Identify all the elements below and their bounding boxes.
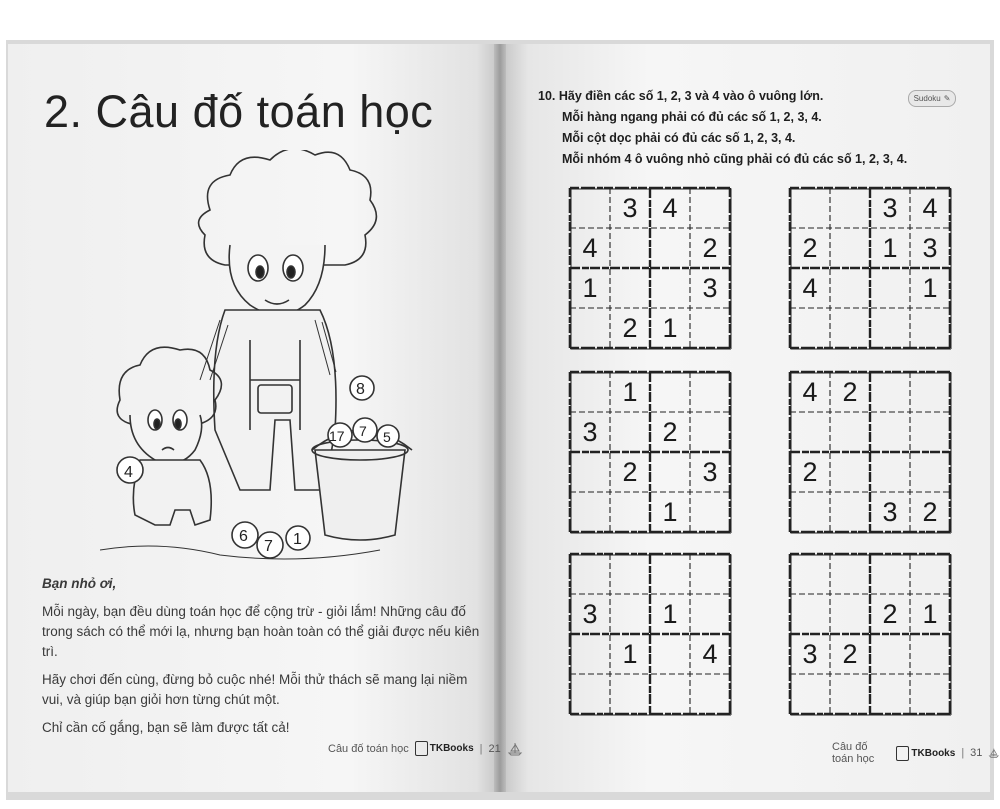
sudoku-cell[interactable] [870, 412, 910, 452]
instruction-line: Mỗi hàng ngang phải có đủ các số 1, 2, 3, 4. [562, 110, 822, 124]
sudoku-cell[interactable] [830, 554, 870, 594]
sudoku-grid [790, 372, 950, 532]
sudoku-cell[interactable] [570, 492, 610, 532]
sudoku-cell[interactable] [570, 452, 610, 492]
small-sheep-face [130, 415, 202, 463]
sudoku-cell[interactable] [570, 308, 610, 348]
sheep-illustration [100, 150, 430, 570]
ship-icon [507, 742, 523, 756]
sudoku-cell[interactable]: 4 [702, 638, 718, 669]
left-footer [328, 741, 523, 756]
sudoku-grid [570, 554, 730, 714]
sudoku-cell[interactable] [830, 492, 870, 532]
sudoku-cell[interactable]: 3 [802, 638, 818, 669]
sudoku-cell[interactable] [830, 308, 870, 348]
sudoku-cell[interactable]: 3 [882, 496, 898, 527]
apple-number: 7 [359, 423, 367, 439]
sudoku-cell[interactable]: 2 [802, 456, 818, 487]
sudoku-cell[interactable] [870, 634, 910, 674]
sudoku-cell[interactable]: 2 [622, 312, 638, 343]
footer-section: Câu đố toán học [328, 742, 409, 755]
sudoku-cell[interactable] [870, 372, 910, 412]
sudoku-cell[interactable]: 3 [922, 232, 938, 263]
sudoku-cell[interactable]: 1 [622, 638, 638, 669]
brand-logo: TKBooks [896, 746, 955, 761]
sudoku-cell[interactable]: 2 [842, 638, 858, 669]
sudoku-cell[interactable]: 1 [882, 232, 898, 263]
sudoku-cell[interactable] [610, 412, 650, 452]
sudoku-cell[interactable] [610, 228, 650, 268]
small-sheep-wool [117, 347, 221, 425]
sudoku-cell[interactable] [690, 594, 730, 634]
sudoku-cell[interactable] [910, 674, 950, 714]
sudoku-cell[interactable] [830, 594, 870, 634]
sudoku-cell[interactable]: 2 [662, 416, 678, 447]
sudoku-cell[interactable] [870, 674, 910, 714]
apple-number: 8 [356, 381, 365, 398]
sudoku-cell[interactable]: 2 [702, 232, 718, 263]
instruction-line: 10. Hãy điền các số 1, 2, 3 và 4 vào ô vuông lớn. [538, 89, 824, 103]
sudoku-cell[interactable] [650, 674, 690, 714]
sudoku-cell[interactable] [790, 554, 830, 594]
sudoku-cell[interactable] [910, 412, 950, 452]
page-title: 2. Câu đố toán học [44, 86, 434, 137]
sudoku-cell[interactable] [910, 634, 950, 674]
letter-greeting: Bạn nhỏ ơi, [42, 576, 117, 591]
sudoku-cell[interactable] [650, 372, 690, 412]
sudoku-cell[interactable] [610, 268, 650, 308]
sudoku-cell[interactable] [690, 188, 730, 228]
apple-number: 5 [383, 429, 391, 445]
sudoku-cell[interactable] [910, 554, 950, 594]
sudoku-cell[interactable]: 3 [702, 272, 718, 303]
sudoku-cell[interactable] [910, 372, 950, 412]
sudoku-cell[interactable] [650, 554, 690, 594]
puzzle-icon: ✎ [943, 94, 951, 103]
sudoku-cell[interactable] [650, 228, 690, 268]
sudoku-cell[interactable]: 4 [802, 272, 818, 303]
sudoku-cell[interactable] [830, 188, 870, 228]
sudoku-cell[interactable]: 4 [582, 232, 598, 263]
sudoku-cell[interactable]: 1 [662, 598, 678, 629]
page-number: 31 [970, 747, 983, 759]
footer-separator: | [961, 747, 965, 759]
sudoku-cell[interactable]: 2 [802, 232, 818, 263]
right-footer [832, 741, 1000, 765]
footer-section: Câu đố toán học [832, 741, 875, 765]
sudoku-cell[interactable] [790, 492, 830, 532]
sudoku-cell[interactable]: 3 [582, 598, 598, 629]
sudoku-cell[interactable] [690, 674, 730, 714]
sudoku-cell[interactable] [870, 452, 910, 492]
sudoku-cell[interactable] [830, 412, 870, 452]
sudoku-cell[interactable] [690, 412, 730, 452]
book-gutter [494, 44, 506, 792]
sudoku-cell[interactable]: 4 [662, 192, 678, 223]
sudoku-cell[interactable] [570, 634, 610, 674]
sudoku-cell[interactable] [690, 554, 730, 594]
book-icon [415, 741, 428, 756]
apple-number: 4 [124, 464, 133, 481]
apple-number: 6 [239, 528, 248, 545]
sudoku-grid [570, 188, 730, 348]
instruction-line: Mỗi cột dọc phải có đủ các số 1, 2, 3, 4. [562, 131, 796, 145]
sudoku-cell[interactable] [650, 634, 690, 674]
sudoku-cell[interactable]: 1 [922, 272, 938, 303]
apple-number: 7 [264, 538, 273, 555]
sudoku-grid [790, 188, 950, 348]
bucket [315, 450, 405, 540]
book-icon [896, 746, 909, 761]
sudoku-cell[interactable]: 4 [922, 192, 938, 223]
sudoku-cell[interactable] [790, 674, 830, 714]
sudoku-grid [790, 554, 950, 714]
sudoku-cell[interactable] [830, 452, 870, 492]
sudoku-cell[interactable]: 3 [702, 456, 718, 487]
sudoku-cell[interactable]: 1 [622, 376, 638, 407]
sudoku-cell[interactable]: 1 [922, 598, 938, 629]
sudoku-tag: Sudoku ✎ [908, 90, 956, 107]
page-number: 21 [488, 742, 501, 755]
sudoku-cell[interactable] [790, 188, 830, 228]
footer-separator: | [479, 742, 483, 755]
letter-paragraph: Mỗi ngày, bạn đều dùng toán học để cộng trừ - giỏi lắm! Những câu đố trong sách có thể mới lạ, nhưng bạn hoàn toàn có thể giải được nếu kiên trì. [42, 604, 480, 659]
sudoku-cell[interactable]: 3 [882, 192, 898, 223]
sudoku-cell[interactable] [830, 228, 870, 268]
sudoku-cell[interactable] [910, 308, 950, 348]
sudoku-cell[interactable] [790, 594, 830, 634]
sudoku-cell[interactable]: 1 [582, 272, 598, 303]
sudoku-cell[interactable] [570, 554, 610, 594]
sudoku-cell[interactable] [830, 268, 870, 308]
sudoku-cell[interactable] [570, 188, 610, 228]
sudoku-cell[interactable]: 1 [662, 496, 678, 527]
sudoku-cell[interactable] [690, 372, 730, 412]
sudoku-cell[interactable]: 3 [582, 416, 598, 447]
sudoku-cell[interactable] [790, 412, 830, 452]
brand-logo: TKBooks [415, 741, 474, 756]
ship-icon [988, 746, 1000, 760]
sudoku-cell[interactable] [610, 554, 650, 594]
sudoku-cell[interactable] [870, 554, 910, 594]
sudoku-cell[interactable] [830, 674, 870, 714]
instruction-line: Mỗi nhóm 4 ô vuông nhỏ cũng phải có đủ các số 1, 2, 3, 4. [562, 152, 908, 166]
sudoku-cell[interactable] [910, 452, 950, 492]
sudoku-cell[interactable]: 3 [622, 192, 638, 223]
sudoku-cell[interactable]: 2 [882, 598, 898, 629]
sudoku-cell[interactable] [690, 308, 730, 348]
exercise-instructions [538, 86, 907, 170]
sudoku-cell[interactable] [610, 492, 650, 532]
sudoku-cell[interactable] [570, 674, 610, 714]
sudoku-grid [570, 372, 730, 532]
small-sheep-body [133, 460, 211, 525]
sudoku-cell[interactable]: 2 [842, 376, 858, 407]
sudoku-cell[interactable]: 1 [662, 312, 678, 343]
sudoku-cell[interactable] [650, 268, 690, 308]
sudoku-cell[interactable] [570, 372, 610, 412]
sudoku-cell[interactable]: 2 [622, 456, 638, 487]
apple-number: 17 [329, 428, 345, 444]
sudoku-cell[interactable] [610, 594, 650, 634]
sudoku-cell[interactable] [610, 674, 650, 714]
sudoku-cell[interactable] [870, 268, 910, 308]
sudoku-cell[interactable] [690, 492, 730, 532]
sudoku-cell[interactable] [650, 452, 690, 492]
sudoku-cell[interactable] [870, 308, 910, 348]
sudoku-cell[interactable]: 2 [922, 496, 938, 527]
sudoku-cell[interactable] [790, 308, 830, 348]
sudoku-cell[interactable]: 4 [802, 376, 818, 407]
letter-paragraph: Chỉ cần cố gắng, bạn sẽ làm được tất cả! [42, 720, 290, 735]
apple-number: 1 [293, 531, 302, 548]
letter-paragraph: Hãy chơi đến cùng, đừng bỏ cuộc nhé! Mỗi thử thách sẽ mang lại niềm vui, và giúp bạn giỏi hơn từng chút một. [42, 672, 468, 707]
letter-to-reader [42, 574, 482, 746]
